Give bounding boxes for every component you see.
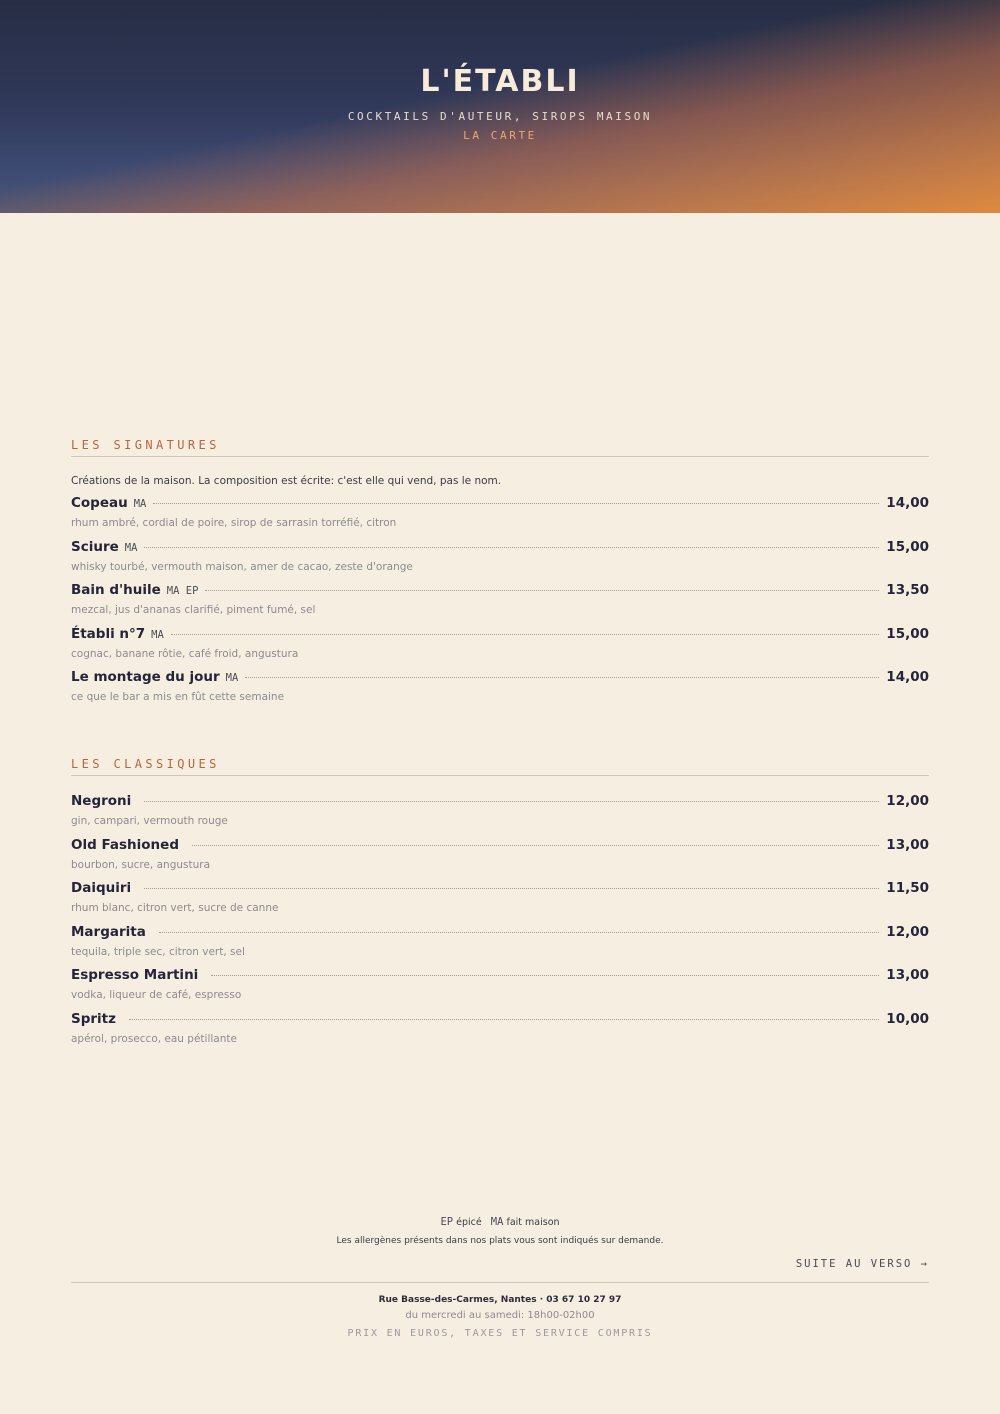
leader-dots bbox=[159, 932, 879, 933]
item-description: gin, campari, vermouth rouge bbox=[71, 815, 228, 827]
item-price: 12,00 bbox=[886, 923, 929, 940]
item-description: ce que le bar a mis en fût cette semaine bbox=[71, 691, 285, 704]
item-name: Old Fashioned bbox=[71, 836, 179, 853]
item-price: 15,00 bbox=[886, 625, 929, 642]
item-description: tequila, triple sec, citron vert, sel bbox=[71, 945, 245, 958]
item-tags: MA bbox=[151, 628, 164, 641]
item-description: whisky tourbé, vermouth maison, amer de cacao, zeste d'orange bbox=[71, 560, 413, 573]
legend-code-ep: EP bbox=[440, 1216, 454, 1228]
opening-hours: du mercredi au samedi: 18h00-02h00 bbox=[405, 1310, 595, 1321]
item-tags: MA bbox=[133, 498, 147, 510]
item-name: Bain d'huile bbox=[71, 582, 161, 599]
item-price: 14,00 bbox=[886, 669, 929, 686]
menu-subtitle: LA CARTE bbox=[463, 129, 537, 142]
section-intro: Créations de la maison. La composition est écrite: c'est elle qui vend, pas le nom. bbox=[71, 475, 502, 487]
menu-item-row bbox=[71, 626, 929, 646]
menu-header bbox=[0, 0, 1000, 213]
section-classiques bbox=[71, 757, 929, 1055]
menu-item-row bbox=[71, 837, 929, 857]
item-name: Daiquiri bbox=[71, 880, 132, 897]
legend-code-ma: MA bbox=[490, 1216, 504, 1228]
item-name: Établi n°7 bbox=[71, 625, 146, 642]
menu-item-row bbox=[71, 793, 929, 813]
leader-dots bbox=[192, 845, 879, 846]
section-signatures bbox=[71, 438, 929, 713]
item-price: 11,50 bbox=[886, 880, 929, 897]
legend-label-ma: fait maison bbox=[506, 1217, 560, 1228]
item-description: mezcal, jus d'ananas clarifié, piment fumé, sel bbox=[71, 604, 316, 617]
tag-legend bbox=[0, 1216, 1000, 1228]
menu-item bbox=[71, 539, 929, 583]
item-description: apérol, prosecco, eau pétillante bbox=[71, 1032, 237, 1045]
menu-item-row bbox=[71, 967, 929, 987]
item-name: Copeau bbox=[71, 495, 128, 511]
menu-item bbox=[71, 837, 929, 881]
item-description: cognac, banane rôtie, café froid, angustura bbox=[71, 647, 299, 660]
verso-link[interactable]: SUITE AU VERSO → bbox=[795, 1258, 929, 1270]
leader-dots bbox=[171, 634, 879, 635]
item-tags: MA EP bbox=[166, 585, 199, 598]
item-tags: MA bbox=[225, 672, 239, 685]
brand-name: L'ÉTABLI bbox=[420, 64, 580, 99]
allergen-note: Les allergènes présents dans nos plats vous sont indiqués sur demande. bbox=[336, 1236, 664, 1246]
legend-label-ep: épicé bbox=[456, 1217, 482, 1228]
item-description: vodka, liqueur de café, espresso bbox=[71, 989, 242, 1002]
leader-dots bbox=[153, 503, 879, 504]
menu-item-row bbox=[71, 582, 929, 602]
menu-item bbox=[71, 582, 929, 626]
item-description: rhum ambré, cordial de poire, sirop de sarrasin torréfié, citron bbox=[71, 517, 397, 529]
item-name: Le montage du jour bbox=[71, 669, 220, 686]
leader-dots bbox=[205, 590, 879, 591]
classiques-list bbox=[71, 793, 929, 1055]
menu-item bbox=[71, 626, 929, 670]
item-description: rhum blanc, citron vert, sucre de canne bbox=[71, 902, 279, 915]
section-title: LES SIGNATURES bbox=[71, 438, 929, 457]
menu-item-row bbox=[71, 495, 929, 515]
menu-item bbox=[71, 924, 929, 968]
leader-dots bbox=[144, 801, 879, 802]
footer-divider bbox=[71, 1282, 929, 1283]
menu-item-row bbox=[71, 1011, 929, 1031]
menu-item bbox=[71, 669, 929, 713]
signatures-list bbox=[71, 495, 929, 713]
menu-item bbox=[71, 495, 929, 539]
item-name: Spritz bbox=[71, 1010, 116, 1027]
menu-item-row bbox=[71, 669, 929, 689]
item-tags: MA bbox=[124, 541, 138, 554]
item-price: 13,00 bbox=[886, 967, 929, 984]
item-name: Margarita bbox=[71, 923, 146, 940]
menu-item bbox=[71, 793, 929, 837]
menu-item-row bbox=[71, 539, 929, 559]
leader-dots bbox=[129, 1019, 879, 1020]
item-price: 15,00 bbox=[886, 538, 929, 555]
item-price: 10,00 bbox=[886, 1010, 929, 1027]
brand-tagline: COCKTAILS D'AUTEUR, SIROPS MAISON bbox=[347, 110, 653, 123]
item-price: 12,00 bbox=[886, 793, 929, 809]
menu-item bbox=[71, 967, 929, 1011]
leader-dots bbox=[245, 677, 879, 678]
section-title: LES CLASSIQUES bbox=[71, 757, 929, 776]
item-name: Espresso Martini bbox=[71, 967, 199, 984]
address: Rue Basse-des-Carmes, Nantes · 03 67 10 27 97 bbox=[378, 1295, 622, 1305]
item-price: 13,50 bbox=[886, 582, 929, 599]
leader-dots bbox=[144, 888, 879, 889]
menu-item-row bbox=[71, 880, 929, 900]
prices-note: PRIX EN EUROS, TAXES ET SERVICE COMPRIS bbox=[347, 1328, 653, 1339]
item-price: 13,00 bbox=[886, 836, 929, 853]
menu-item bbox=[71, 1011, 929, 1055]
item-name: Sciure bbox=[71, 538, 119, 555]
item-price: 14,00 bbox=[886, 495, 929, 511]
item-name: Negroni bbox=[71, 793, 132, 809]
leader-dots bbox=[211, 975, 879, 976]
menu-item bbox=[71, 880, 929, 924]
menu-item-row bbox=[71, 924, 929, 944]
leader-dots bbox=[144, 547, 879, 548]
item-description: bourbon, sucre, angustura bbox=[71, 858, 211, 871]
